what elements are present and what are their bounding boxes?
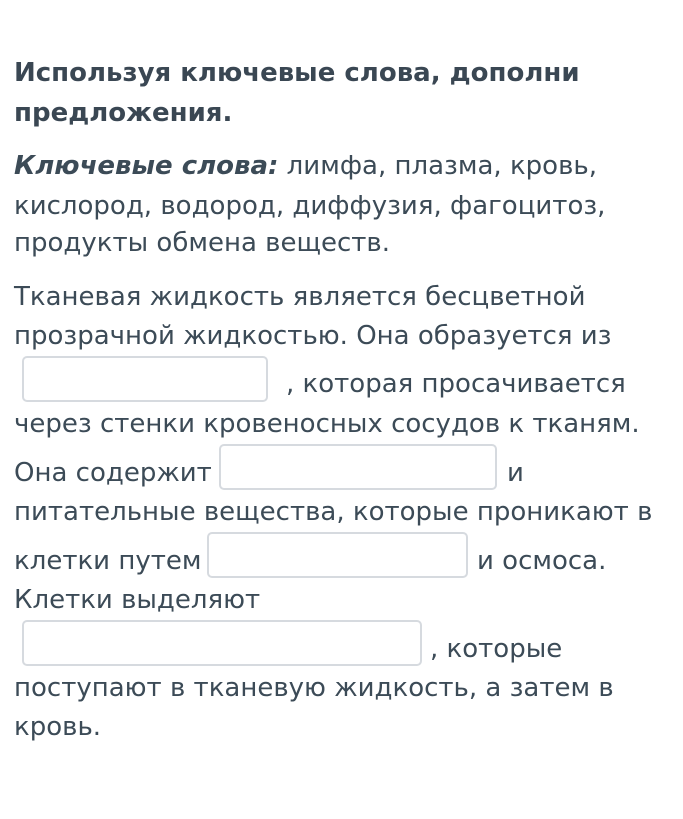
keywords-label: Ключевые слова:: [14, 151, 279, 181]
passage-before-blank-2: Она содержит: [14, 458, 212, 488]
answer-blank-4[interactable]: [22, 620, 422, 666]
passage-line-11: кровь.: [14, 712, 102, 742]
keywords-list-part-1: лимфа, плазма, кровь,: [278, 151, 597, 181]
passage-after-blank-4: , которые: [430, 634, 563, 664]
passage-line-2: прозрачной жидкостью. Она образуется из: [14, 321, 612, 351]
passage-line-4: через стенки кровеносных сосудов к тканям.: [14, 409, 640, 439]
keywords-line-2: кислород, водород, диффузия, фагоцитоз,: [14, 191, 606, 221]
answer-blank-2[interactable]: [219, 444, 497, 490]
passage-line-8: Клетки выделяют: [14, 585, 261, 615]
passage-after-blank-2: и: [507, 458, 524, 488]
passage-after-blank-3: и осмоса.: [477, 546, 607, 576]
passage-after-blank-1: , которая просачивается: [286, 369, 626, 399]
answer-blank-3[interactable]: [207, 532, 468, 578]
passage-before-blank-3: клетки путем: [14, 546, 202, 576]
keywords-line-3: продукты обмена веществ.: [14, 228, 390, 258]
passage-line-10: поступают в тканевую жидкость, а затем в: [14, 673, 614, 703]
keywords-line-1: [14, 146, 597, 186]
answer-blank-1[interactable]: [22, 356, 268, 402]
passage-line-1: Тканевая жидкость является бесцветной: [14, 282, 586, 312]
task-title-line-2: предложения.: [14, 98, 233, 128]
passage-line-6: питательные вещества, которые проникают в: [14, 497, 653, 527]
task-title-line-1: Используя ключевые слова, дополни: [14, 58, 580, 88]
